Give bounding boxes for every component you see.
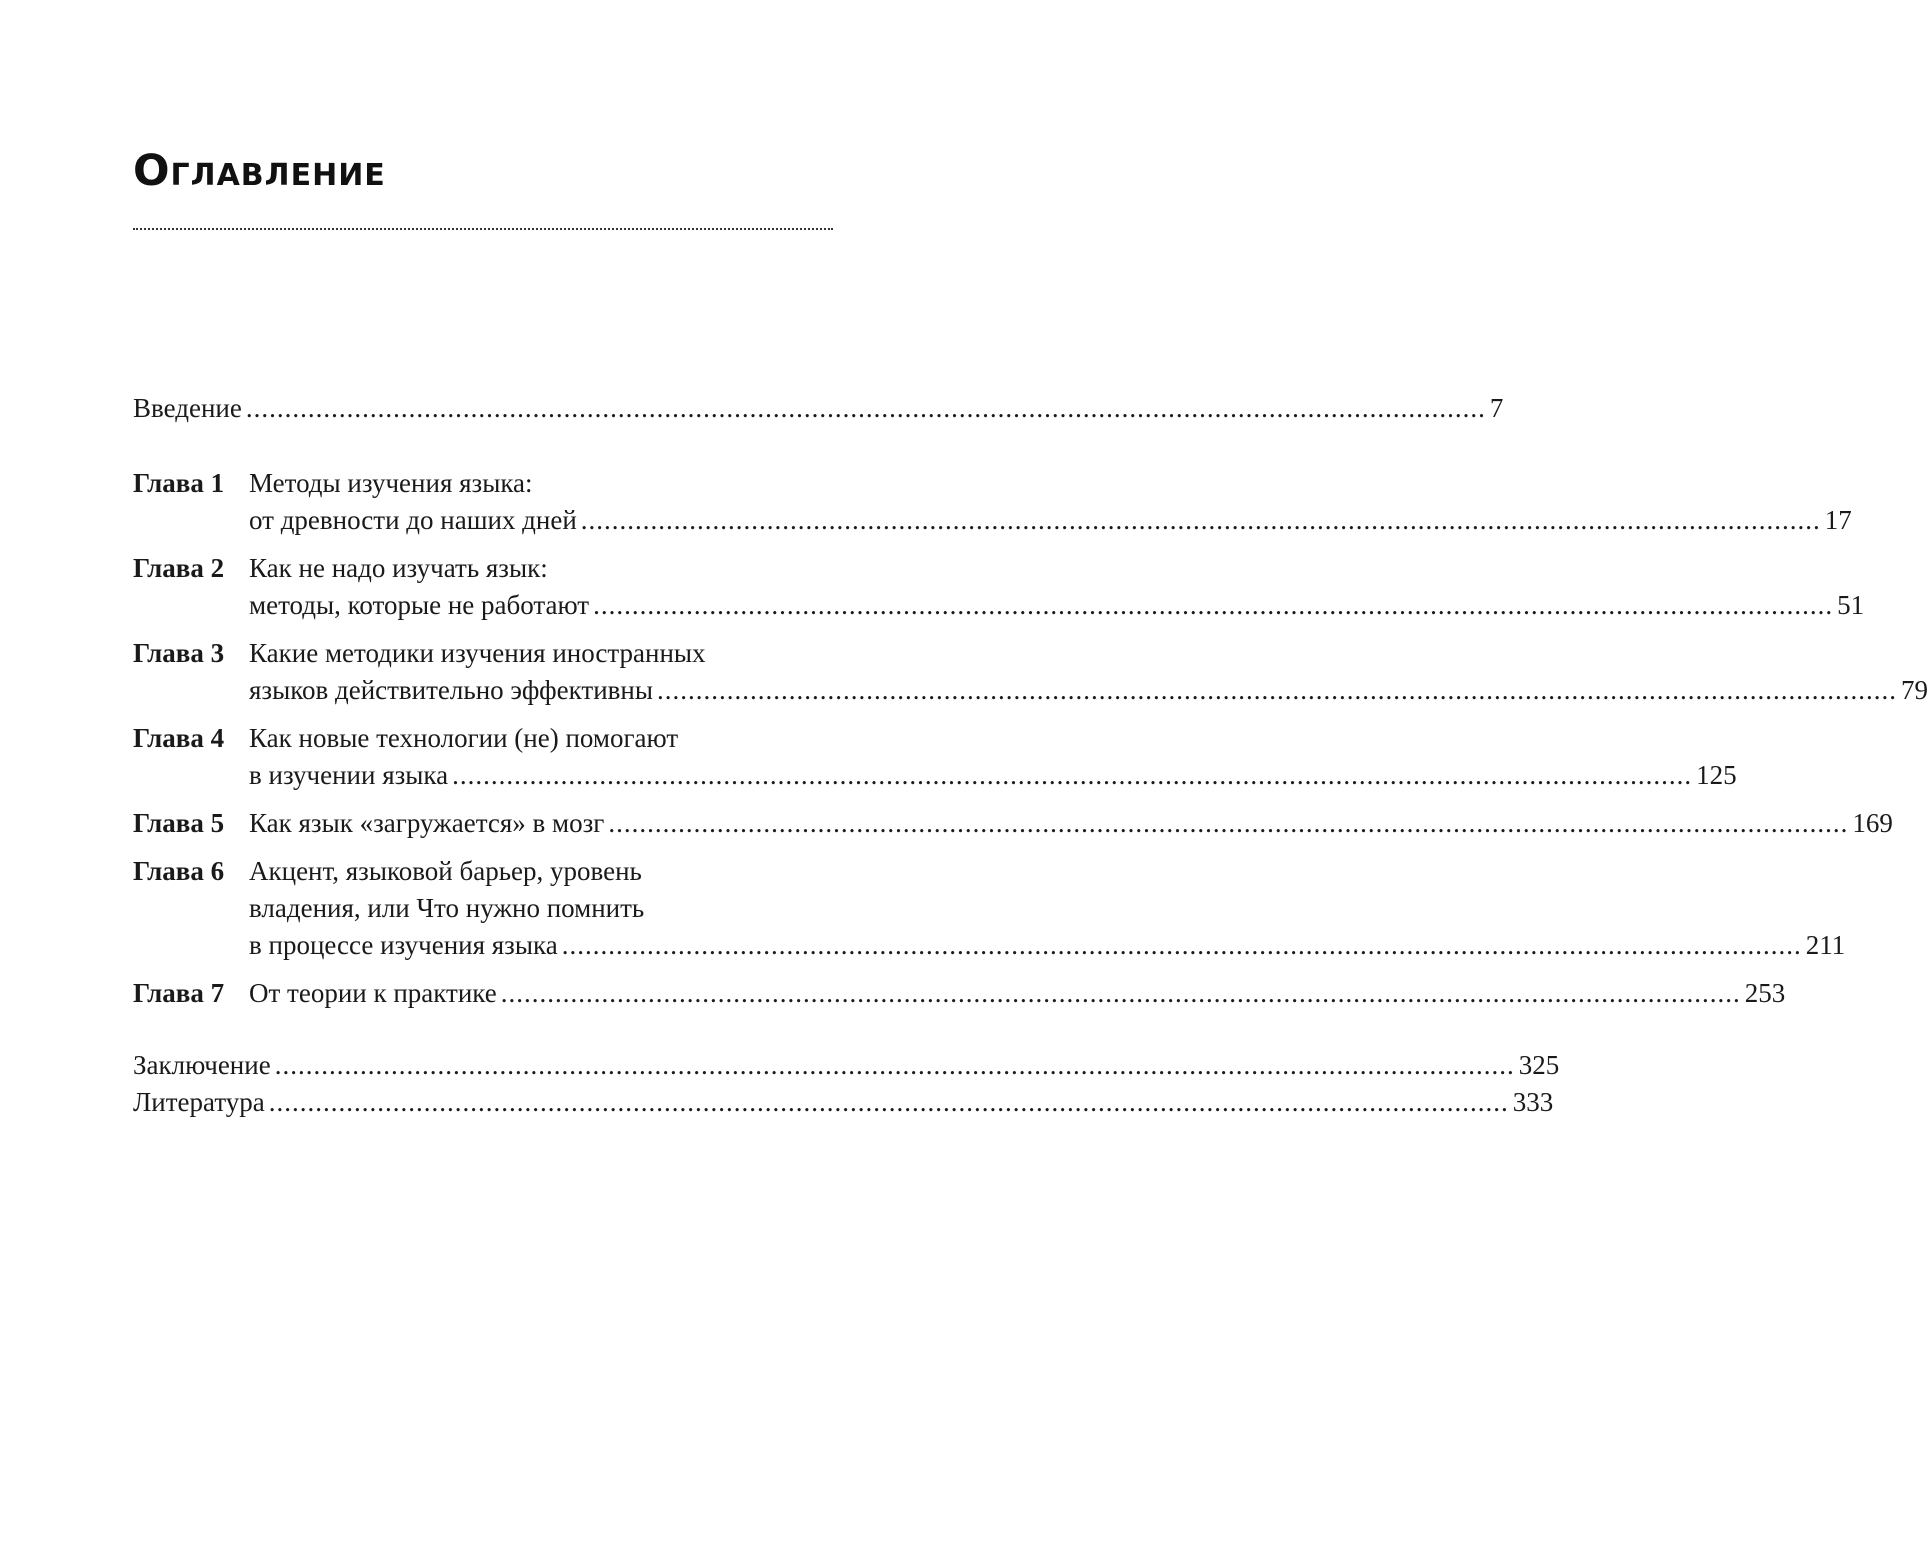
page-title: Оглавление	[133, 146, 386, 196]
toc-page-number: 211	[1805, 930, 1846, 960]
chapter-title	[249, 720, 1737, 794]
chapter-title-line: владения, или Что нужно помнить	[249, 893, 645, 923]
chapter-title-line: Как не надо изучать язык:	[249, 553, 548, 583]
toc-page-number: 125	[1696, 760, 1737, 790]
toc-entry-chapter-3[interactable]	[133, 635, 1928, 709]
toc-page-number: 7	[1489, 393, 1504, 423]
toc-entry-conclusion[interactable]	[133, 1047, 1560, 1084]
dot-leader: ................................................................................................................................................................	[268, 1087, 1509, 1117]
toc-page-number: 51	[1837, 590, 1865, 620]
chapter-label: Глава 6	[133, 856, 225, 886]
toc-entry-chapter-1[interactable]	[133, 465, 1852, 539]
chapter-title	[249, 550, 1865, 624]
dot-leader: ................................................................................................................................................................	[608, 808, 1849, 838]
chapter-title-last-line	[249, 672, 1928, 709]
toc-entry-text: Введение	[133, 393, 242, 423]
dot-leader: ................................................................................................................................................................	[580, 505, 1821, 535]
toc-page-number: 17	[1824, 505, 1852, 535]
toc-entry-chapter-5[interactable]	[133, 805, 1893, 842]
toc-page-number: 253	[1744, 978, 1786, 1008]
toc-entry-text: языков действительно эффективны	[249, 675, 653, 705]
chapter-title-last-line	[249, 805, 1893, 842]
chapter-title-last-line	[249, 587, 1865, 624]
table-of-contents	[133, 390, 1928, 1121]
dot-leader: ................................................................................................................................................................	[245, 393, 1486, 423]
toc-page-number: 333	[1512, 1087, 1554, 1117]
chapter-label: Глава 3	[133, 638, 225, 668]
toc-entry-chapter-7[interactable]	[133, 975, 1786, 1012]
chapter-label: Глава 1	[133, 468, 225, 498]
chapter-title-line: Акцент, языковой барьер, уровень	[249, 856, 642, 886]
chapter-title	[249, 805, 1893, 842]
chapter-title-line: Как новые технологии (не) помогают	[249, 723, 679, 753]
chapter-title-line: Методы изучения языка:	[249, 468, 533, 498]
chapter-label: Глава 7	[133, 978, 225, 1008]
dot-leader: ................................................................................................................................................................	[657, 675, 1897, 705]
title-divider	[133, 228, 833, 230]
chapter-title-last-line	[249, 927, 1846, 964]
chapter-title-line: Какие методики изучения иностранных	[249, 638, 706, 668]
back-matter	[133, 1047, 1560, 1121]
dot-leader: ................................................................................................................................................................	[561, 930, 1802, 960]
chapter-title	[249, 465, 1852, 539]
dot-leader: ................................................................................................................................................................	[452, 760, 1693, 790]
toc-entry-chapter-6[interactable]	[133, 853, 1846, 964]
toc-entry-text: методы, которые не работают	[249, 590, 590, 620]
toc-page-number: 325	[1518, 1050, 1560, 1080]
dot-leader: ................................................................................................................................................................	[593, 590, 1834, 620]
toc-page-number: 169	[1852, 808, 1893, 838]
toc-entry-introduction[interactable]	[133, 390, 1504, 427]
toc-entry-text: Литература	[133, 1087, 265, 1117]
dot-leader: ................................................................................................................................................................	[274, 1050, 1515, 1080]
chapter-title-last-line	[249, 975, 1786, 1012]
toc-entry-text: От теории к практике	[249, 978, 497, 1008]
chapter-title	[249, 635, 1928, 709]
toc-entry-text: Заключение	[133, 1050, 271, 1080]
toc-entry-literature[interactable]	[133, 1084, 1554, 1121]
toc-entry-chapter-2[interactable]	[133, 550, 1865, 624]
chapter-label: Глава 2	[133, 553, 225, 583]
chapter-title	[249, 853, 1846, 964]
chapter-title	[249, 975, 1786, 1012]
chapter-label: Глава 5	[133, 808, 225, 838]
toc-page-number: 79	[1901, 675, 1928, 705]
toc-entry-text: Как язык «загружается» в мозг	[249, 808, 605, 838]
toc-entry-text: в изучении языка	[249, 760, 449, 790]
toc-entry-chapter-4[interactable]	[133, 720, 1737, 794]
dot-leader: ................................................................................................................................................................	[500, 978, 1741, 1008]
toc-entry-text: от древности до наших дней	[249, 505, 577, 535]
chapter-title-last-line	[249, 502, 1852, 539]
toc-entry-text: в процессе изучения языка	[249, 930, 558, 960]
chapter-label: Глава 4	[133, 723, 225, 753]
chapter-title-last-line	[249, 757, 1737, 794]
